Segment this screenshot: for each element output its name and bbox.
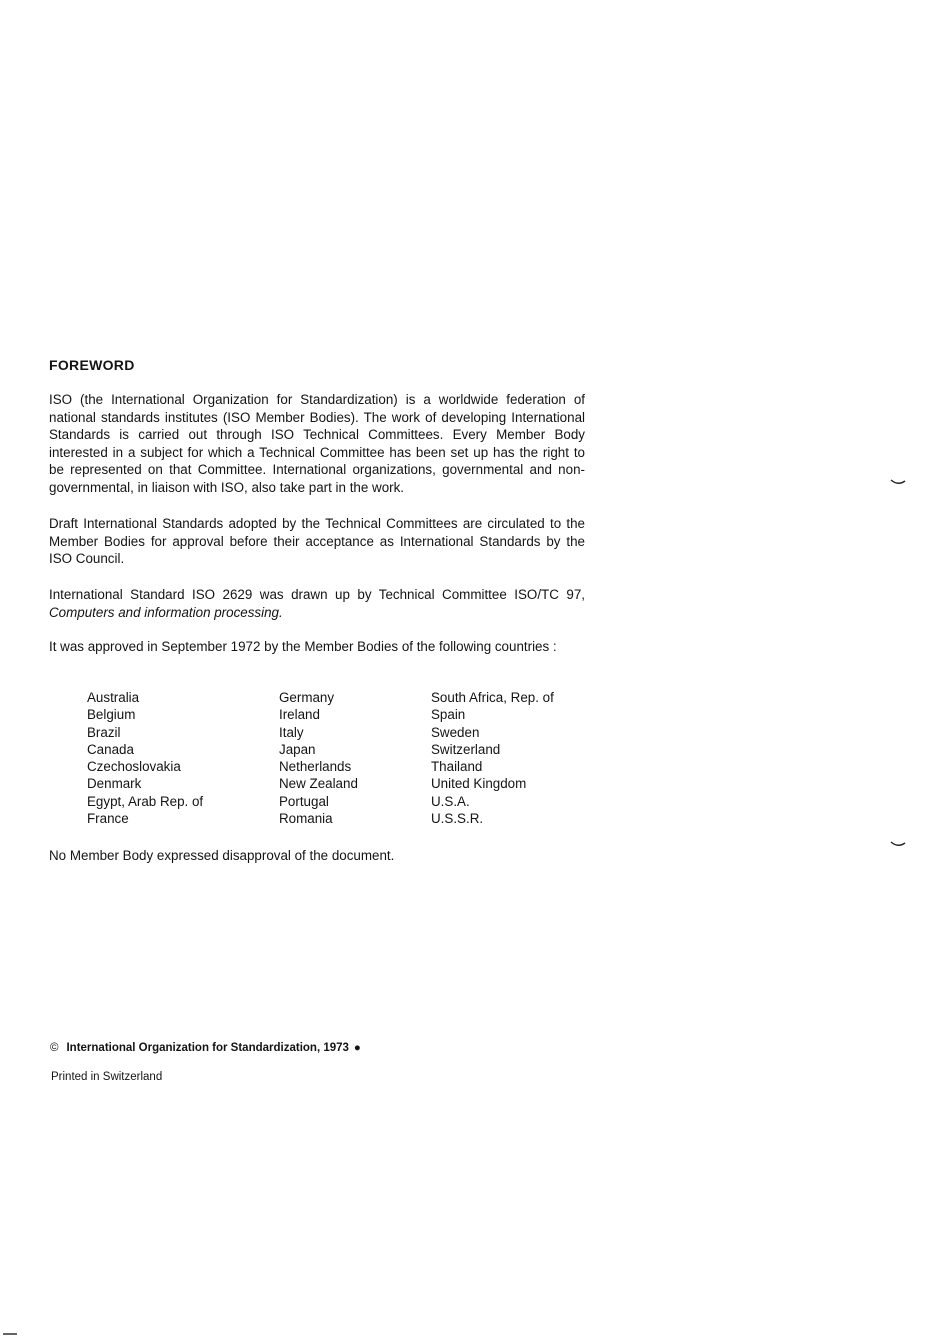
foreword-paragraph-iso-description: ISO (the International Organization for Standardization) is a worldwide federation of national standards institutes (ISO Member Bodies). The work of developing International Standards is carried out through ISO Technical Committees. Every Member Body interested in a subject for which a Technical Committee has been set up has the right to be represented on that Committee. International organizations, governmental and non-governmental, in liaison with ISO, also take part in the work.	[49, 392, 585, 495]
country-item: Canada	[87, 741, 134, 757]
country-item: Germany	[279, 690, 335, 705]
country-item: Egypt, Arab Rep. of	[87, 793, 204, 809]
country-item: Sweden	[431, 724, 480, 740]
copyright-symbol: ©	[50, 1042, 59, 1054]
copyright-line	[50, 1042, 361, 1054]
country-item: U.S.A.	[431, 793, 470, 809]
country-item: Brazil	[87, 724, 121, 740]
country-item: New Zealand	[279, 776, 358, 792]
country-item: Belgium	[87, 707, 136, 723]
country-item: Australia	[87, 690, 140, 705]
scan-mark-icon	[890, 478, 906, 486]
scan-mark-icon	[890, 840, 906, 848]
country-item: Netherlands	[279, 759, 352, 775]
country-item: Czechoslovakia	[87, 759, 181, 775]
country-item: United Kingdom	[431, 776, 527, 792]
country-item: Switzerland	[431, 741, 501, 757]
printed-in-note: Printed in Switzerland	[51, 1071, 163, 1083]
committee-text: International Standard ISO 2629 was drawn up by Technical Committee ISO/TC 97,	[49, 587, 585, 602]
copyright-text: International Organization for Standardization, 1973	[66, 1042, 349, 1054]
country-item: Spain	[431, 707, 466, 723]
scan-mark-icon	[2, 1330, 18, 1338]
countries-column-2	[279, 689, 358, 827]
country-item: Denmark	[87, 776, 142, 792]
country-item: Thailand	[431, 759, 483, 775]
country-item: Romania	[279, 811, 333, 827]
country-item: Italy	[279, 724, 304, 740]
foreword-paragraph-approval: It was approved in September 1972 by the Member Bodies of the following countries :	[49, 639, 557, 654]
foreword-paragraph-no-disapproval: No Member Body expressed disapproval of the document.	[49, 848, 395, 863]
country-item: U.S.S.R.	[431, 811, 484, 827]
countries-column-3	[431, 689, 554, 827]
country-item: Japan	[279, 741, 316, 757]
committee-title: Computers and information processing.	[49, 604, 283, 620]
country-item: Portugal	[279, 793, 329, 809]
country-item: France	[87, 811, 129, 827]
foreword-heading: FOREWORD	[49, 357, 135, 373]
country-item: South Africa, Rep. of	[431, 690, 554, 705]
foreword-paragraph-committee	[49, 586, 585, 621]
foreword-paragraph-draft-standards: Draft International Standards adopted by the Technical Committees are circulated to the Member Bodies for approval before their acceptance as International Standards by the ISO Council.	[49, 516, 585, 567]
countries-column-1	[87, 689, 203, 827]
country-item: Ireland	[279, 707, 320, 723]
copyright-bullet: ●	[353, 1042, 361, 1054]
